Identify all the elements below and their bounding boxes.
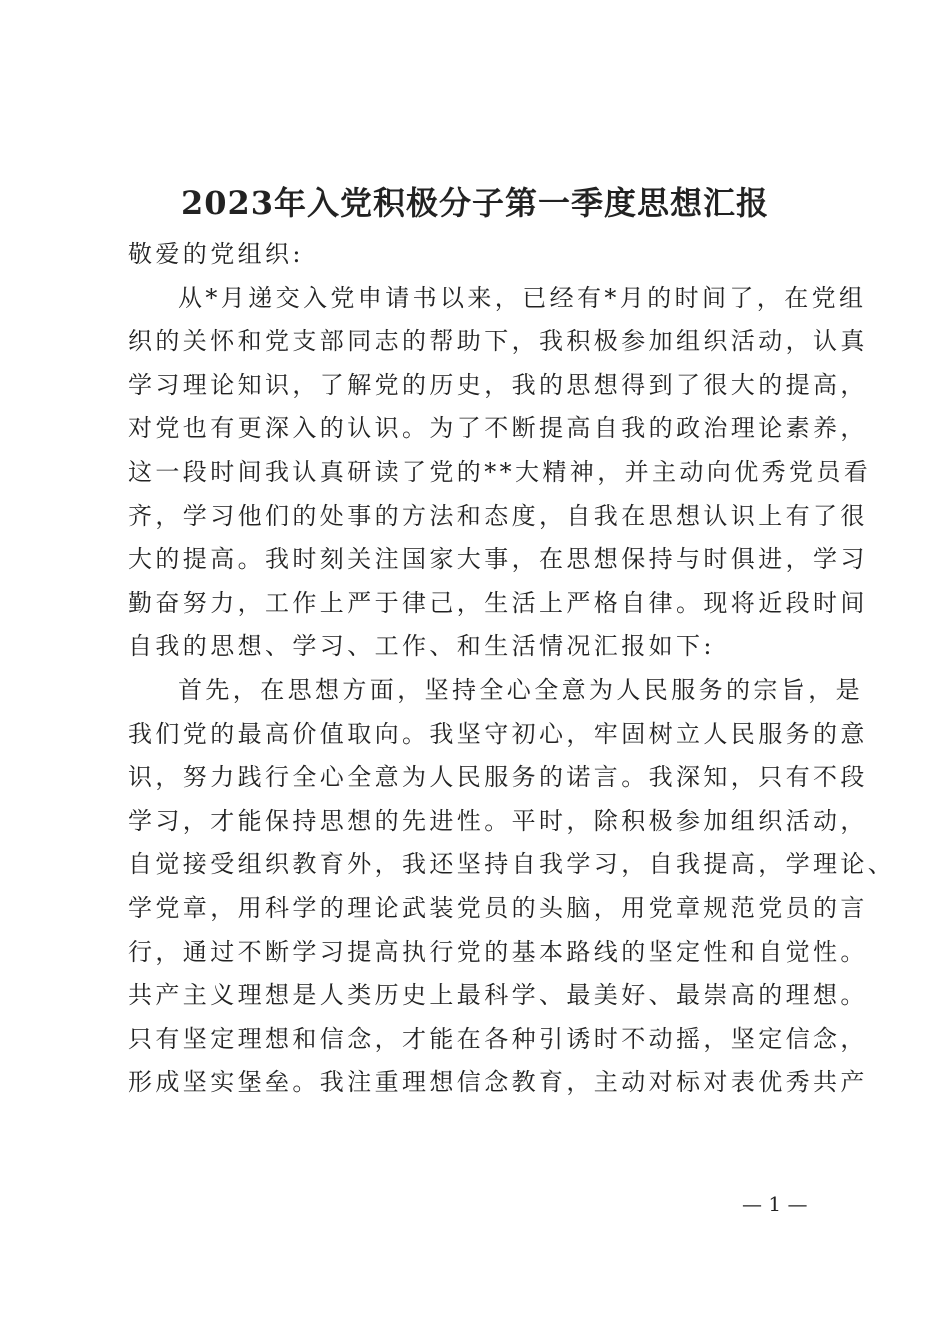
salutation: 敬爱的党组织: — [128, 240, 304, 268]
paragraph-line: 我们党的最高价值取向。我坚守初心，牢固树立人民服务的意 — [128, 719, 868, 748]
paragraph-line: 这一段时间我认真研读了党的**大精神，并主动向优秀党员看 — [128, 457, 872, 486]
paragraph-line: 共产主义理想是人类历史上最科学、最美好、最崇高的理想。 — [128, 981, 868, 1010]
paragraph-line: 首先，在思想方面，坚持全心全意为人民服务的宗旨，是 — [178, 675, 863, 704]
document-title: 2023年入党积极分子第一季度思想汇报 — [180, 184, 770, 222]
paragraph-line: 只有坚定理想和信念，才能在各种引诱时不动摇，坚定信念， — [128, 1024, 868, 1053]
paragraph-line: 齐，学习他们的处事的方法和态度，自我在思想认识上有了很 — [128, 501, 868, 530]
page-number: — 1 — — [742, 1192, 808, 1216]
paragraph-line: 自我的思想、学习、工作、和生活情况汇报如下: — [128, 632, 715, 661]
paragraph-line: 学习，才能保持思想的先进性。平时，除积极参加组织活动， — [128, 806, 868, 835]
document-body — [128, 233, 896, 1105]
paragraph-line: 形成坚实堡垒。我注重理想信念教育，主动对标对表优秀共产 — [128, 1068, 868, 1097]
paragraph-line: 勤奋努力，工作上严于律己，生活上严格自律。现将近段时间 — [128, 588, 868, 617]
paragraph-line: 识，努力践行全心全意为人民服务的诺言。我深知，只有不段 — [128, 763, 868, 792]
paragraph-line: 从*月递交入党申请书以来，已经有*月的时间了，在党组 — [178, 283, 867, 312]
paragraph-line: 学党章，用科学的理论武装党员的头脑，用党章规范党员的言 — [128, 893, 868, 922]
paragraph-line: 自觉接受组织教育外，我还坚持自我学习，自我提高，学理论、 — [128, 850, 896, 879]
paragraph-line: 学习理论知识，了解党的历史，我的思想得到了很大的提高， — [128, 370, 868, 399]
paragraph-line: 对党也有更深入的认识。为了不断提高自我的政治理论素养， — [128, 414, 868, 443]
paragraph-line: 织的关怀和党支部同志的帮助下，我积极参加组织活动，认真 — [128, 327, 868, 356]
paragraph-line: 行，通过不断学习提高执行党的基本路线的坚定性和自觉性。 — [128, 937, 868, 966]
paragraph-line: 大的提高。我时刻关注国家大事，在思想保持与时俱进，学习 — [128, 545, 868, 574]
